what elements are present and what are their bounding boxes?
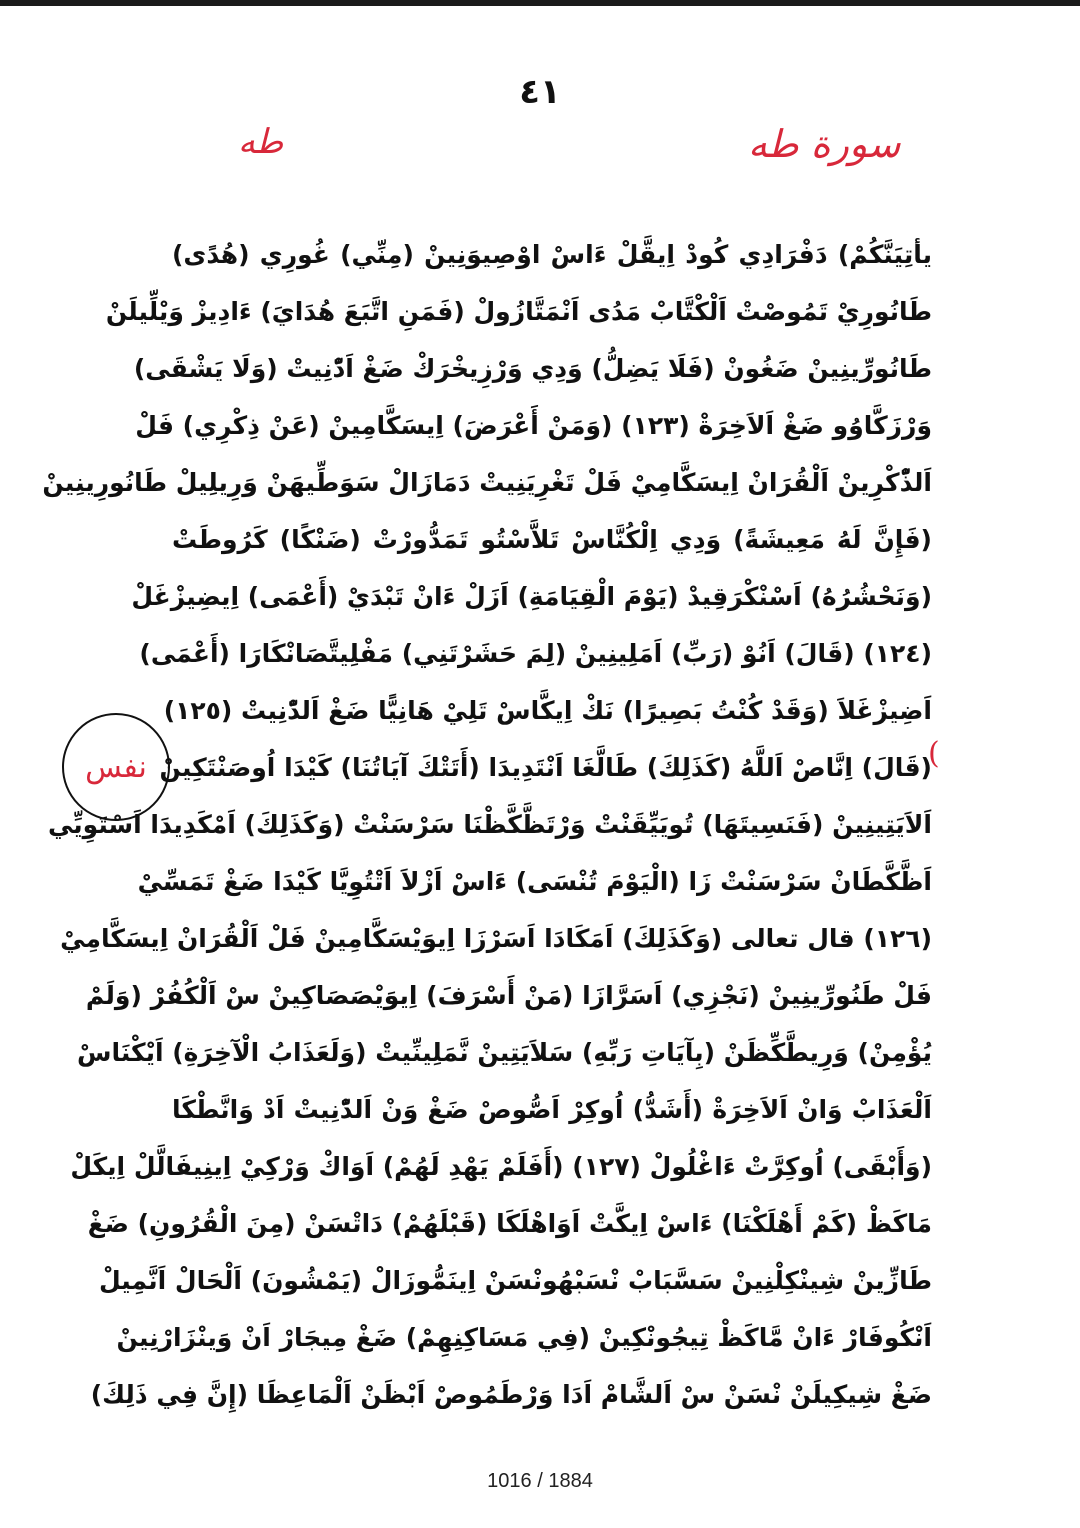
handwritten-taha-note: طه: [238, 122, 284, 162]
margin-insertion-mark: (: [928, 736, 940, 771]
text-line: اَضِيزْغَلاَ (وَقَدْ كُنْتُ بَصِيرًا) نَكْ اِيكَّاسْ تَلِيْ هَانِيًّا ضَغْ اَلدّْنِيتْ (١٢٥): [163, 696, 932, 725]
margin-circle-note: نفس: [85, 749, 147, 785]
text-line: طَانُورِيْ تَمُوصْتْ اَلْكْتَّابْ مَدُى اَنْمَتَّازُولْ (فَمَنِ اتَّبَعَ هُدَايَ) ءَادِيزْ وَيْلِّيلَنْ: [105, 297, 932, 326]
page-counter: 1016 / 1884: [487, 1470, 593, 1492]
text-line: (قَالَ) اِنَّاصْ اَللَّهُ (كَذَلِكَ) طَالَّغَا اَنْتَدِيدَا (أَتَتْكَ آيَاتُنَا) كَيْدَا اُوصَنْتَكِينْ: [159, 753, 932, 782]
text-line: مَاكَظْ (كَمْ أَهْلَكْنَا) ءَاسْ اِيكَّتْ اَوَاهْلَكَا (قَبْلَهُمْ) دَاتْسَنْ (مِنَ الْقُرُونِ) ضَغْ: [87, 1209, 932, 1238]
handwritten-surah-note: سورة طه: [748, 122, 901, 166]
text-line: اَنْكُوفَارْ ءَانْ مَّاكَظْ تِيجُونْكِينْ (فِي مَسَاكِنِهِمْ) ضَغْ مِيجَارْ اَنْ وَينْزَارْنِينْ: [116, 1323, 932, 1352]
text-line: يأتِيَنَّكُمْ) دَفْرَادِي كُودْ اِيقَّلْ ءَاسْ اوْصِيوَنِينْ (مِنِّي) غُورِي (هُدًى): [172, 240, 932, 269]
text-line: اَلاَيَتِينِينْ (فَنَسِيتَهَا) تُويَيِّقَنْتْ وَرْتَظَّكَّظْنَا سَرْسَنْتْ (وَكَذَلِكَ) اَمْكَدِيدَا اَسْتَوِيِّي: [47, 810, 932, 839]
text-line: اَظَّكَّطَانْ سَرْسَنْتْ زَا (الْيَوْمَ تُنْسَى) ءَاسْ اَزْلاَ اَتْتُوِيَّا كَيْدَا ضَغْ تَمَسِّيْ: [137, 867, 932, 896]
page-number: ٤١: [519, 72, 561, 112]
text-line: طَانُورِّينِينْ ضَغُونْ (فَلَا يَضِلُّ) وَدِي وَرْزِيخْرَكْ ضَغْ اَدّْنِيتْ (وَلَا يَشْقَى): [133, 354, 932, 383]
text-line: (فَإِنَّ لَهُ مَعِيشَةً) وَدِي اِلْكُنَّاسْ تَلاَّسْتُو تَمَدُّورْتْ (ضَنْكًا) كَرُوطَتْ: [172, 525, 932, 554]
text-line: فَلْ طَنُورِّينِينْ (نَجْزِي) اَسَرَّازَا (مَنْ أَسْرَفَ) اِيوَيْصَصَاكِينْ سْ اَلْكُفُرْ (وَلَمْ: [85, 981, 932, 1010]
top-border-rule: [0, 0, 1080, 6]
text-line: ضَغْ شِيكِيلَنْ نْسَنْ سْ اَلشَّامْ اَدَا وَرْطَمُوصْ اَبْظَنْ اَلْمَاعِظَا (إِنَّ فِي ذَلِكَ): [90, 1380, 932, 1409]
text-line: (وَأَبْقَى) اُوكِرَّتْ ءَاغْلُولْ (١٢٧) (أَفَلَمْ يَهْدِ لَهُمْ) اَوَاكْ وَرْكِيْ اِينِيفَالَّلْ اِيكَلْ: [70, 1152, 932, 1181]
text-line: طَازِّينْ شِينْكِلْنِينْ سَسَّبَابْ نْسَبْهُونْسَنْ اِينَمُّوزَالْ (يَمْشُونَ) اَلْحَالْ اَنَّمِيلْ: [98, 1266, 932, 1295]
text-line: اَلْعَذَابْ وَانْ اَلاَخِرَةْ (أَشَدُّ) اُوكِرْ اَصُّوصْ ضَغْ وَنْ اَلدّْنِيتْ اَدْ وَانَّطْكَا: [172, 1095, 932, 1124]
text-line: يُؤْمِنْ) وَرِيطَّكِّظَنْ (بِآيَاتِ رَبِّهِ) سَلاَيَتِينْ نَّمَلِينِّيتْ (وَلَعَذَابُ الْآخِرَةِ) اَيْكْنَاسْ: [76, 1038, 932, 1067]
text-line: (١٢٦) قال تعالى (وَكَذَلِكَ) اَمَكَادَا اَسَرْزَا اِيوَيْسَكَّامِينْ فَلْ اَلْقُرَانْ اِيسَكَّامِيْ: [60, 924, 932, 953]
text-line: وَرْزَكَّاوُو ضَغْ اَلاَخِرَةْ (١٢٣) (وَمَنْ أَعْرَضَ) اِيسَكَّامِينْ (عَنْ ذِكْرِي) فَلْ: [135, 411, 932, 440]
text-line: اَلذّْكْرِينْ اَلْقُرَانْ اِيسَكَّامِيْ فَلْ تَغْرِيَنِيتْ دَمَازَالْ سَوَطِّيهَنْ وَرِيلِيلْ طَانُورِينِينْ: [42, 468, 932, 497]
text-line: (١٢٤) (قَالَ) اَنُوْ (رَبِّ) اَمَلِينِينْ (لِمَ حَشَرْتَنِي) مَفْلِيتَّصَانْكَارَا (أَعْمَى): [139, 639, 932, 668]
text-line: (وَنَحْشُرُهُ) اَسْنْكْرَقِيدْ (يَوْمَ الْقِيَامَةِ) اَزَلْ ءَانْ تَبْدَيْ (أَعْمَى) اِيضِيزْغَلْ: [131, 582, 932, 611]
